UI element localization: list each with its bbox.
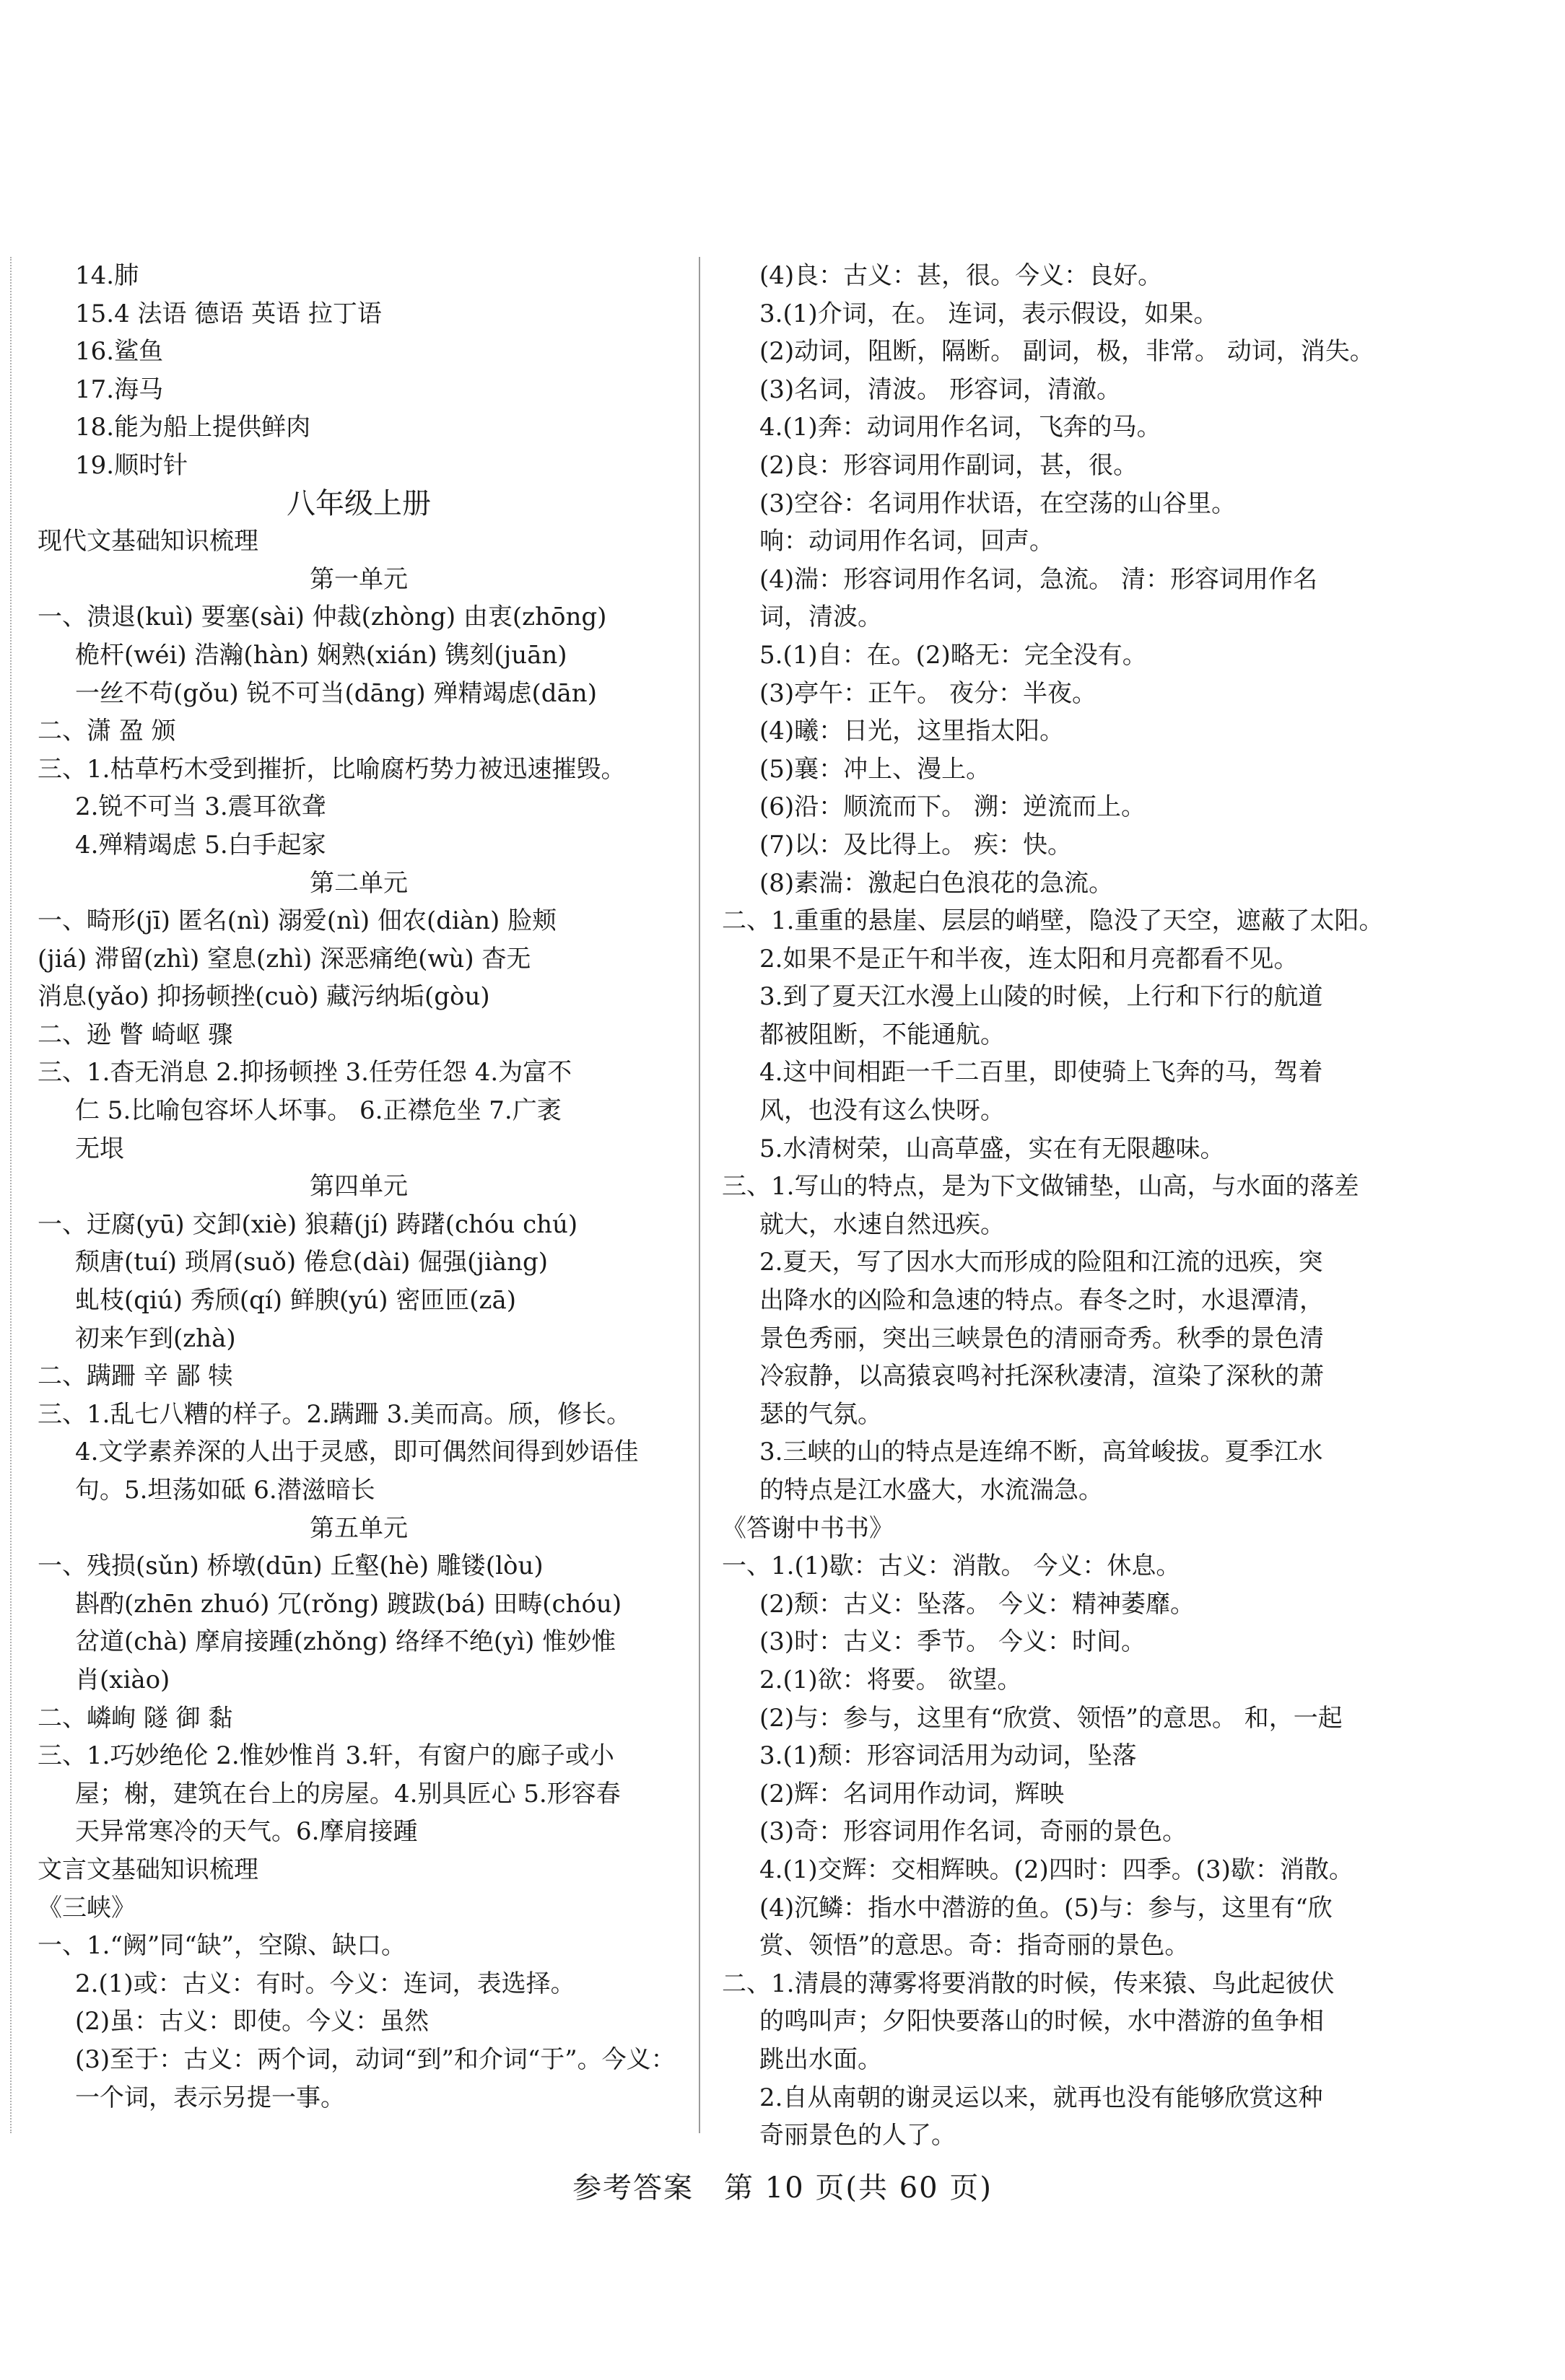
text-line: 第二单元	[310, 868, 408, 898]
text-line: 18.能为船上提供鲜肉	[75, 413, 311, 442]
text-line: 斟酌(zhēn zhuó) 冗(rǒng) 踱跋(bá) 田畴(chóu)	[75, 1589, 622, 1619]
text-line: 仁 5.比喻包容坏人坏事。 6.正襟危坐 7.广袤	[75, 1096, 562, 1126]
text-line: 三、1.杳无消息 2.抑扬顿挫 3.任劳任怨 4.为富不	[38, 1058, 572, 1088]
text-line: 2.夏天，写了因水大而形成的险阻和江流的迅疾，突	[759, 1248, 1323, 1277]
text-line: 一丝不苟(gǒu) 锐不可当(dāng) 殚精竭虑(dān)	[75, 678, 597, 708]
text-line: 二、1.重重的悬崖、层层的峭壁，隐没了天空，遮蔽了太阳。	[722, 906, 1384, 936]
text-line: 一、1.(1)歇：古义：消散。 今义：休息。	[722, 1552, 1181, 1581]
text-line: 景色秀丽，突出三峡景色的清丽奇秀。秋季的景色清	[759, 1324, 1324, 1353]
text-line: 二、潇 盈 颁	[38, 717, 176, 746]
text-line: 2.自从南朝的谢灵运以来，就再也没有能够欣赏这种	[759, 2083, 1323, 2112]
text-line: 跳出水面。	[759, 2044, 882, 2074]
text-line: (4)沉鳞：指水中潜游的鱼。(5)与：参与，这里有“欣	[759, 1893, 1333, 1922]
text-line: 桅杆(wéi) 浩瀚(hàn) 娴熟(xián) 镌刻(juān)	[75, 640, 567, 670]
text-line: 八年级上册	[287, 486, 431, 520]
text-line: (4)曦：日光，这里指太阳。	[759, 717, 1065, 746]
text-line: (2)动词，阻断，隔断。 副词，极，非常。 动词，消失。	[759, 337, 1374, 367]
text-line: 三、1.乱七八糟的样子。2.蹒跚 3.美而高。颀，修长。	[38, 1399, 632, 1429]
text-line: 肖(xiào)	[75, 1665, 170, 1694]
text-line: 《答谢中书书》	[722, 1513, 894, 1543]
page-edge-dotted	[10, 257, 12, 2133]
text-line: (3)至于：古义：两个词，动词“到”和介词“于”。今义：	[75, 2044, 676, 2074]
text-line: (2)与：参与，这里有“欣赏、领悟”的意思。 和，一起	[759, 1703, 1343, 1733]
text-line: 颓唐(tuí) 琐屑(suǒ) 倦怠(dài) 倔强(jiàng)	[75, 1248, 549, 1277]
text-line: 3.(1)颓：形容词活用为动词，坠落	[759, 1741, 1137, 1771]
text-line: 4.这中间相距一千二百里，即使骑上飞奔的马，驾着	[759, 1058, 1323, 1088]
text-line: 一、迂腐(yū) 交卸(xiè) 狼藉(jí) 踌躇(chóu chú)	[38, 1209, 578, 1239]
text-line: 一个词，表示另提一事。	[75, 2083, 345, 2112]
text-line: (7)以：及比得上。 疾：快。	[759, 830, 1072, 859]
text-line: (3)名词，清波。 形容词，清澈。	[759, 375, 1121, 404]
text-line: 就大，水速自然迅疾。	[759, 1209, 1005, 1239]
page-footer: 参考答案 第 10 页(共 60 页)	[572, 2171, 993, 2205]
text-line: 5.水清树荣，山高草盛，实在有无限趣味。	[759, 1134, 1225, 1163]
text-line: 赏、领悟”的意思。奇：指奇丽的景色。	[759, 1931, 1190, 1961]
text-line: 2.(1)或：古义：有时。今义：连词，表选择。	[75, 1969, 575, 1998]
text-line: 瑟的气氛。	[759, 1399, 882, 1429]
text-line: 词，清波。	[759, 603, 882, 632]
text-line: 2.锐不可当 3.震耳欲聋	[75, 792, 326, 822]
text-line: 出降水的凶险和急速的特点。春冬之时，水退潭清，	[759, 1286, 1324, 1316]
text-line: 响：动词用作名词，回声。	[759, 527, 1054, 556]
text-line: (5)襄：冲上、漫上。	[759, 754, 991, 784]
text-line: 第四单元	[310, 1172, 408, 1202]
text-line: 二、逊 瞥 崎岖 骤	[38, 1020, 233, 1049]
text-line: 屋；榭，建筑在台上的房屋。4.别具匠心 5.形容春	[75, 1779, 621, 1808]
text-line: 虬枝(qiú) 秀颀(qí) 鲜腴(yú) 密匝匝(zā)	[75, 1286, 517, 1316]
text-line: 风，也没有这么快呀。	[759, 1096, 1005, 1126]
text-line: (6)沿：顺流而下。 溯：逆流而上。	[759, 792, 1146, 822]
right-column	[722, 257, 1516, 2155]
text-line: (4)良：古义：甚，很。今义：良好。	[759, 261, 1163, 290]
text-line: 都被阻断，不能通航。	[759, 1020, 1005, 1049]
column-divider	[699, 257, 700, 2133]
text-line: 16.鲨鱼	[75, 337, 164, 367]
text-line: 文言文基础知识梳理	[38, 1855, 258, 1884]
text-line: 19.顺时针	[75, 450, 188, 480]
text-line: 3.到了夏天江水漫上山陵的时候，上行和下行的航道	[759, 982, 1323, 1012]
text-line: 二、嶙峋 隧 御 黏	[38, 1703, 233, 1733]
text-line: 三、1.巧妙绝伦 2.惟妙惟肖 3.轩，有窗户的廊子或小	[38, 1741, 614, 1771]
text-line: (2)辉：名词用作动词，辉映	[759, 1779, 1065, 1808]
text-line: 岔道(chà) 摩肩接踵(zhǒng) 络绎不绝(yì) 惟妙惟	[75, 1627, 616, 1657]
text-line: (4)湍：形容词用作名词，急流。 清：形容词用作名	[759, 564, 1317, 594]
text-line: (3)时：古义：季节。 今义：时间。	[759, 1627, 1146, 1657]
text-line: 无垠	[75, 1134, 124, 1163]
text-line: 现代文基础知识梳理	[38, 527, 258, 556]
text-line: 三、1.写山的特点，是为下文做铺垫，山高，与水面的落差	[722, 1172, 1359, 1202]
text-line: 冷寂静，以高猿哀鸣衬托深秋凄清，渲染了深秋的萧	[759, 1362, 1324, 1391]
text-line: (3)空谷：名词用作状语，在空荡的山谷里。	[759, 489, 1237, 518]
text-line: 天异常寒冷的天气。6.摩肩接踵	[75, 1817, 418, 1847]
text-line: 4.殚精竭虑 5.白手起家	[75, 830, 326, 859]
text-line: (3)奇：形容词用作名词，奇丽的景色。	[759, 1817, 1187, 1847]
text-line: 4.(1)交辉：交相辉映。(2)四时：四季。(3)歇：消散。	[759, 1855, 1353, 1884]
text-line: 的特点是江水盛大，水流湍急。	[759, 1476, 1103, 1505]
text-line: (2)虽：古义：即使。今义：虽然	[75, 2007, 430, 2036]
text-line: 的鸣叫声；夕阳快要落山的时候，水中潜游的鱼争相	[759, 2007, 1324, 2036]
text-line: 第五单元	[310, 1513, 408, 1543]
text-line: 初来乍到(zhà)	[75, 1324, 236, 1353]
left-column	[38, 257, 680, 2117]
text-line: 消息(yǎo) 抑扬顿挫(cuò) 藏污纳垢(gòu)	[38, 982, 490, 1012]
text-line: 句。5.坦荡如砥 6.潜滋暗长	[75, 1476, 375, 1505]
text-line: 一、畸形(jī) 匿名(nì) 溺爱(nì) 佃农(diàn) 脸颊	[38, 906, 557, 936]
text-line: 5.(1)自：在。(2)略无：完全没有。	[759, 640, 1147, 670]
text-line: 奇丽景色的人了。	[759, 2121, 956, 2151]
text-line: 3.(1)介词，在。 连词，表示假设，如果。	[759, 299, 1219, 328]
text-line: 17.海马	[75, 375, 164, 404]
text-line: 一、残损(sǔn) 桥墩(dūn) 丘壑(hè) 雕镂(lòu)	[38, 1552, 544, 1581]
text-line: 一、1.“阙”同“缺”，空隙、缺口。	[38, 1931, 406, 1961]
text-line: (jiá) 滞留(zhì) 窒息(zhì) 深恶痛绝(wù) 杳无	[38, 944, 531, 974]
text-line: 2.(1)欲：将要。 欲望。	[759, 1665, 1022, 1694]
text-line: 三、1.枯草朽木受到摧折，比喻腐朽势力被迅速摧毁。	[38, 754, 626, 784]
text-line: 第一单元	[310, 564, 408, 594]
text-line: 4.(1)奔：动词用作名词，飞奔的马。	[759, 413, 1161, 442]
text-line: 3.三峡的山的特点是连绵不断，高耸峻拔。夏季江水	[759, 1438, 1323, 1467]
text-line: 《三峡》	[38, 1893, 136, 1922]
text-line: 一、溃退(kuì) 要塞(sài) 仲裁(zhòng) 由衷(zhōng)	[38, 603, 607, 632]
text-line: (2)颓：古义：坠落。 今义：精神萎靡。	[759, 1589, 1195, 1619]
text-line: 二、1.清晨的薄雾将要消散的时候，传来猿、鸟此起彼伏	[722, 1969, 1335, 1998]
text-line: 二、蹒跚 辛 鄙 犊	[38, 1362, 233, 1391]
text-line: (8)素湍：激起白色浪花的急流。	[759, 868, 1114, 898]
text-line: 2.如果不是正午和半夜，连太阳和月亮都看不见。	[759, 944, 1299, 974]
text-line: 15.4 法语 德语 英语 拉丁语	[75, 299, 382, 328]
text-line: 4.文学素养深的人出于灵感，即可偶然间得到妙语佳	[75, 1438, 639, 1467]
text-line: (2)良：形容词用作副词，甚，很。	[759, 450, 1138, 480]
text-line: (3)亭午：正午。 夜分：半夜。	[759, 678, 1097, 708]
text-line: 14.肺	[75, 261, 139, 290]
